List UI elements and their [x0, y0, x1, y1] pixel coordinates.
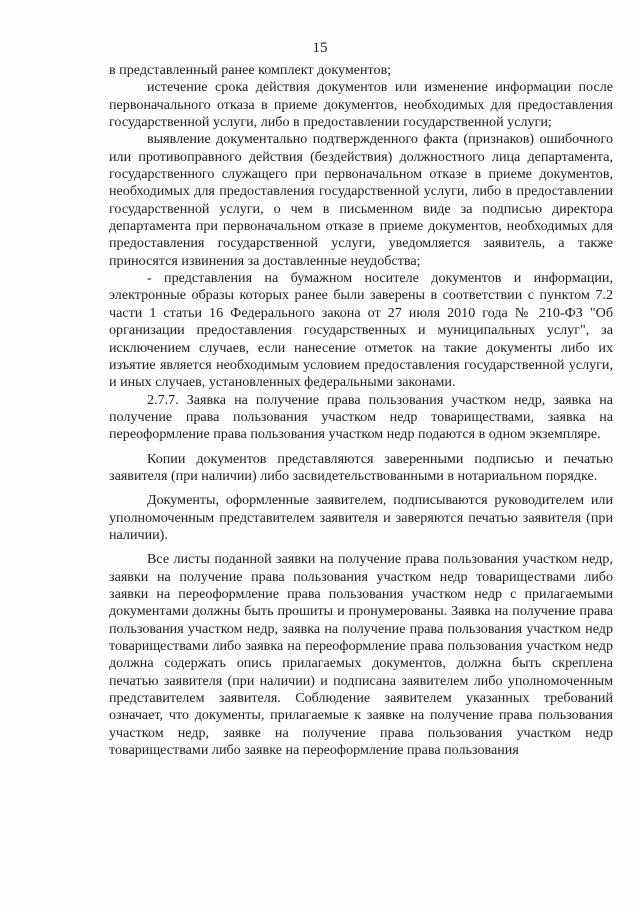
paragraph: Все листы поданной заявки на получение права пользования участком недр, заявки на получение права пользования участком недр товариществами либо заявки на переоформление права пользования участком недр с прилагаемыми документами должны быть прошиты и пронумерованы. Заявка на получение права пользования участком недр, заявка на получение права пользования участком недр товариществами либо заявка на переоформление права пользования участком недр должна содержать опись прилагаемых документов, должна быть скреплена печатью заявителя (при наличии) и подписана заявителем либо уполномоченным представителем заявителя. Соблюдение заявителем указанных требований означает, что документы, прилагаемые к заявке на получение права пользования участком недр, заявке на получение права пользования участком недр товариществами либо заявке на переоформление права пользования	[109, 551, 613, 759]
paragraph: истечение срока действия документов или изменение информации после первоначального отказа в приеме документов, необходимых для предоставления государственной услуги, либо в предоставлении государственной услуги;	[109, 79, 613, 131]
paragraph: - представления на бумажном носителе документов и информации, электронные образы которых ранее были заверены в соответствии с пунктом 7.2 части 1 статьи 16 Федерального закона от 27 июля 2010 года № 210-ФЗ "Об организации предоставления государственных и муниципальных услуг", за исключением случаев, если нанесение отметок на такие документы либо их изъятие является необходимым условием предоставления государственной услуги, и иных случаев, установленных федеральными законами.	[109, 270, 613, 391]
paragraph: в представленный ранее комплект документов;	[109, 62, 392, 78]
paragraph: Копии документов представляются заверенными подписью и печатью заявителя (при наличии) либо засвидетельствованными в нотариальном порядке.	[109, 450, 613, 484]
paragraph: 2.7.7. Заявка на получение права пользования участком недр, заявка на получение права пользования участком недр товариществами, заявка на переоформление права пользования участком недр подаются в одном экземпляре.	[109, 391, 613, 443]
paragraph: выявление документально подтвержденного факта (признаков) ошибочного или противоправного действия (бездействия) должностного лица департамента, государственного служащего при первоначальном отказе в приеме документов, необходимых для предоставления государственной услуги, либо в предоставлении государственной услуги, о чем в письменном виде за подписью директора департамента при первоначальном отказе в приеме документов, необходимых для предоставления государственной услуги, уведомляется заявитель, а также приносятся извинения за доставленные неудобства;	[109, 131, 613, 269]
page-number: 15	[312, 40, 328, 56]
document-body	[109, 62, 613, 759]
paragraph: Документы, оформленные заявителем, подписываются руководителем или уполномоченным представителем заявителя и заверяются печатью заявителя (при наличии).	[109, 492, 613, 543]
